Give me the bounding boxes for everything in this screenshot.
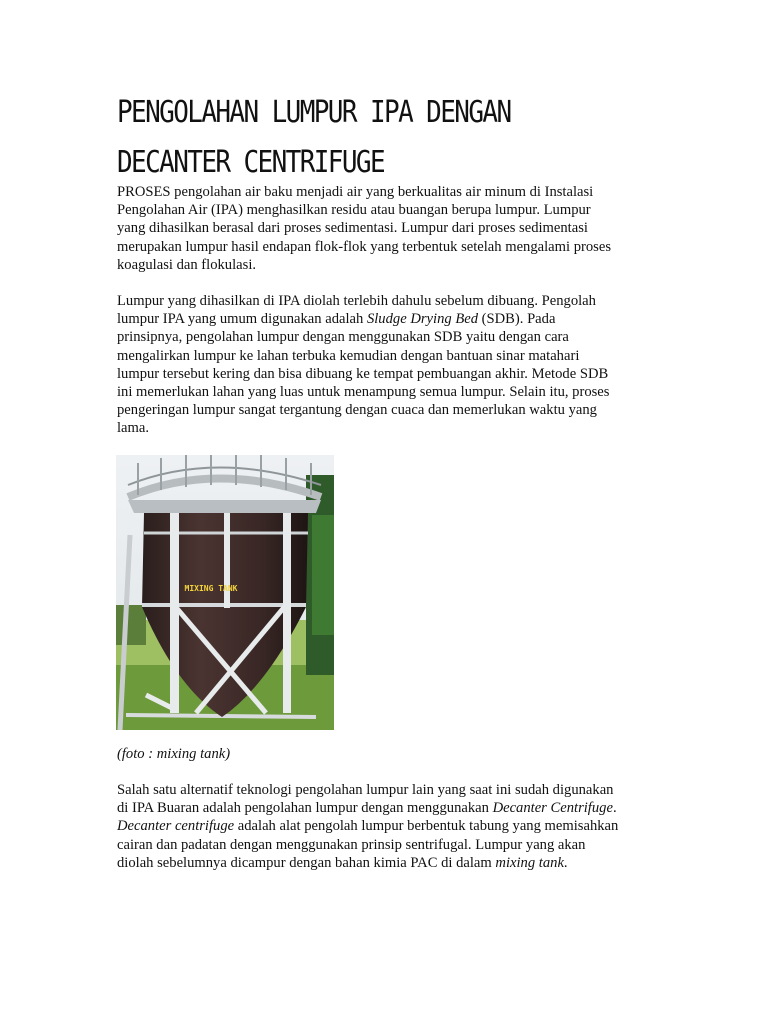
text-line: Salah satu alternatif teknologi pengolahan lumpur lain yang saat ini sudah digunakan [117,782,614,798]
paragraph-decanter [117,781,657,872]
text-line [117,817,657,835]
text-line [117,799,657,817]
text-line: lama. [117,420,150,437]
text-line: koagulasi dan flokulasi. [117,256,257,273]
text-line: prinsipnya, pengolahan lumpur dengan menggunakan SDB yaitu dengan cara [117,329,569,346]
paragraph-intro [117,183,657,274]
document-title [117,88,677,187]
text-segment: . [563,854,568,871]
text-segment: . [612,800,617,817]
emphasis-sludge-drying-bed: Sludge Drying Bed [366,311,479,328]
text-line: cairan dan padatan dengan menggunakan prinsip sentrifugal. Lumpur yang akan [117,836,586,853]
text-segment: di IPA Buaran adalah pengolahan lumpur dengan menggunakan [117,800,493,817]
text-line: pengeringan lumpur sangat tergantung dengan cuaca dan memerlukan waktu yang [117,402,597,419]
text-segment: adalah alat pengolah lumpur berbentuk tabung yang memisahkan [234,818,619,835]
text-line: merupakan lumpur hasil endapan flok-flok yang terbentuk setelah mengalami proses [117,238,612,255]
emphasis-decanter-centrifuge: Decanter centrifuge [117,818,235,835]
text-segment: lumpur IPA yang umum digunakan adalah [117,311,367,328]
photo-caption: (foto : mixing tank) [117,746,231,762]
emphasis-decanter-centrifuge: Decanter Centrifuge [492,800,613,817]
text-line: mengalirkan lumpur ke lahan terbuka kemudian dengan bantuan sinar matahari [117,347,580,364]
text-line [117,854,657,872]
title-line: DECANTER CENTRIFUGE [117,144,385,181]
text-line [117,310,657,328]
text-line: Lumpur yang dihasilkan di IPA diolah terlebih dahulu sebelum dibuang. Pengolah [117,293,596,309]
text-line: Pengolahan Air (IPA) menghasilkan residu atau buangan berupa lumpur. Lumpur [117,202,591,219]
title-line: PENGOLAHAN LUMPUR IPA DENGAN [117,95,511,131]
paragraph-sdb [117,292,657,438]
mixing-tank-photo [116,455,334,730]
text-segment: (SDB). Pada [478,311,556,328]
text-line: lumpur tersebut kering dan bisa dibuang ke tempat pembuangan akhir. Metode SDB [117,365,609,382]
text-line: ini memerlukan lahan yang luas untuk menampung semua lumpur. Selain itu, proses [117,384,610,401]
emphasis-mixing-tank: mixing tank [495,854,564,871]
text-line: PROSES pengolahan air baku menjadi air yang berkualitas air minum di Instalasi [117,184,594,200]
tank-label-text: MIXING TANK [184,584,238,593]
text-line: yang dihasilkan berasal dari proses sedimentasi. Lumpur dari proses sedimentasi [117,220,588,237]
text-segment: diolah sebelumnya dicampur dengan bahan kimia PAC di dalam [117,854,496,871]
